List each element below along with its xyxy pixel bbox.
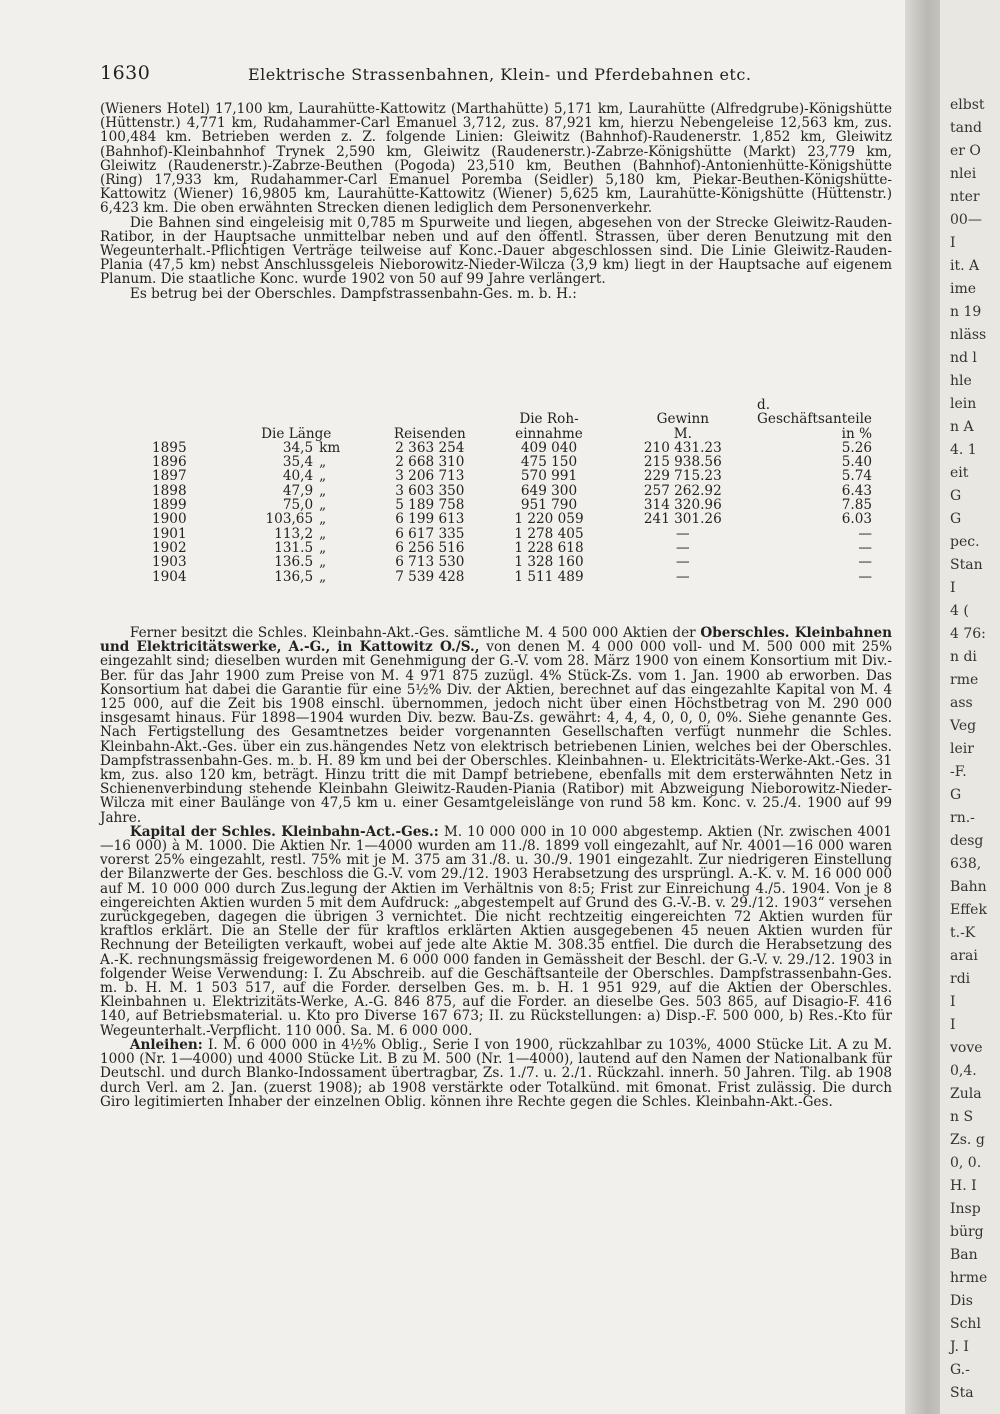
edge-fragment: eit bbox=[950, 465, 969, 481]
year-cell: 1895 bbox=[152, 439, 187, 456]
length-unit: „ bbox=[319, 554, 327, 571]
length-unit: „ bbox=[319, 568, 327, 585]
edge-fragment: 4 ( bbox=[950, 603, 969, 619]
stats-intro: Es betrug bei der Oberschles. Dampfstrassenbahn-Ges. m. b. H.: bbox=[129, 285, 577, 302]
upper-text-block bbox=[100, 102, 892, 301]
edge-fragment: G.- bbox=[950, 1362, 970, 1378]
edge-fragment: rdi bbox=[950, 971, 971, 987]
roheinnahme-cell: 475 150 bbox=[520, 454, 578, 471]
year-cell: 1899 bbox=[152, 497, 187, 514]
gewinn-cell: 215 938.56 bbox=[643, 454, 722, 471]
roheinnahme-cell: 649 300 bbox=[520, 482, 578, 499]
edge-fragment: elbst bbox=[950, 97, 985, 113]
edge-fragment: H. I bbox=[950, 1178, 977, 1194]
edge-fragment: 4 76: bbox=[950, 626, 986, 642]
reisende-cell: 6 617 335 bbox=[395, 525, 465, 542]
edge-fragment: n A bbox=[950, 419, 974, 435]
roheinnahme-cell: 951 790 bbox=[520, 497, 578, 514]
length-value: 136,5 bbox=[274, 568, 314, 585]
length-cell bbox=[241, 455, 370, 469]
edge-fragment: Stan bbox=[950, 557, 983, 573]
length-value: 103,65 bbox=[265, 511, 314, 528]
edge-fragment: hrme bbox=[950, 1270, 988, 1286]
edge-fragment: rme bbox=[950, 672, 979, 688]
reisende-cell: 3 603 350 bbox=[395, 482, 465, 499]
header-anteile-prefix: d. Geschäftsanteile bbox=[757, 397, 872, 428]
gewinn-cell: — bbox=[676, 568, 690, 585]
anleihen-paragraph bbox=[100, 1038, 892, 1109]
year-cell: 1901 bbox=[152, 525, 187, 542]
table-row bbox=[100, 570, 890, 584]
edge-fragment: lein bbox=[950, 396, 977, 412]
length-value: 113,2 bbox=[274, 525, 314, 542]
table-row bbox=[100, 484, 890, 498]
edge-fragment: ime bbox=[950, 281, 977, 297]
edge-fragment: it. A bbox=[950, 258, 980, 274]
gewinn-cell: — bbox=[676, 525, 690, 542]
header-roh-line1: Die Roh- bbox=[519, 411, 579, 428]
anteile-cell: 5.40 bbox=[841, 454, 872, 471]
year-cell: 1902 bbox=[152, 539, 187, 556]
edge-fragment: 4. 1 bbox=[950, 442, 977, 458]
edge-fragment: n S bbox=[950, 1109, 974, 1125]
header-anteile-line2: in % bbox=[841, 425, 872, 442]
gewinn-cell: 241 301.26 bbox=[643, 511, 722, 528]
edge-fragment: G bbox=[950, 511, 962, 527]
edge-fragment: Insp bbox=[950, 1201, 981, 1217]
anteile-cell: 5.26 bbox=[841, 439, 872, 456]
gewinn-cell: 314 320.96 bbox=[643, 497, 722, 514]
kapital-text: M. 10 000 000 in 10 000 abgestemp. Aktien (Nr. zwischen 4001—16 000) à M. 1000. Die Aktien Nr. 1—4000 wurden am 11./8. 1899 voll eingezahlt, auf Nr. 4001—16 000 waren vorerst 25% eingezahlt, restl. 75% mit je M. 375 am 31./8. u. 30./9. 1901 eingezahlt. Zur niedrigeren Einstellung der Bilanzwerte der Ges. beschloss die G.-V. vom 29./12. 1903 Herabsetzung des ursprüngl. A.-K. v. M. 16 000 000 auf M. 10 000 000 durch Zus.legung der Aktien im Verhältnis von 8:5; Frist zur Einreichung 4./5. 1904. Von je 8 eingereichten Aktien wurden 5 mit dem Aufdruck: „abgestempelt auf Grund des G.-V.-B. v. 29./12. 1903“ versehen zurückgegeben, dagegen die übrigen 3 vernichtet. Die nicht rechtzeitig eingereichten 72 Aktien wurden für kraftlos erklärt. Die an Stelle der für kraftlos erklärten Aktien ausgegebenen 45 neuen Aktien wurden für Rechnung der Beteiligten verkauft, wobei auf jede alte Aktie M. 308.35 entfiel. Die durch die Herabsetzung des A.-K. rechnungsmässig freigewordenen M. 6 000 000 fanden in Gemässheit der Beschl. der G.-V. v. 29./12. 1903 in folgender Weise Verwendung: I. Zu Abschreib. auf die Geschäftsanteile der Oberschles. Dampfstrassenbahn-Ges. m. b. H. M. 1 503 517, auf die Forder. derselben Ges. m. b. H. 1 951 929, auf die Aktien der Oberschles. Kleinbahnen u. Elektrizitäts-Werke, A.-G. 846 875, auf die Forder. an dieselbe Ges. 503 865, auf Disagio-F. 416 140, auf Betriebsmaterial. u. Kto pro Diverse 167 673; II. zu Rückstellungen: a) Disp.-F. 500 000, b) Res.-Kto für Wegeunterhalt.-Verpflicht. 110 000. Sa. M. 6 000 000. bbox=[100, 823, 892, 1039]
reisende-cell: 6 199 613 bbox=[395, 511, 465, 528]
roheinnahme-cell: 409 040 bbox=[520, 439, 578, 456]
year-cell: 1898 bbox=[152, 482, 187, 499]
roheinnahme-cell: 1 511 489 bbox=[514, 568, 584, 585]
lower-text-block bbox=[100, 626, 892, 1109]
bahnen-paragraph: Die Bahnen sind eingeleisig mit 0,785 m Spurweite und liegen, abgesehen von der Strecke Gleiwitz-Rauden-Ratibor, in der Hauptsache unmittelbar neben und auf den öffentl. Strassen, über deren Benutzung mit den Wegeunterhalt.-Pflichtigen Verträge teilweise auf Konc.-Dauer abgeschlossen sind. Die Linie Gleiwitz-Rauden-Plania (47,5 km) nebst Anschlussgeleis Nieborowitz-Nieder-Wilcza (3,9 km) liegt in der Hauptsache auf eigenem Planum. Die staatliche Konc. wurde 1902 von 50 auf 99 Jahre verlängert. bbox=[100, 214, 892, 288]
intro-paragraph: (Wieners Hotel) 17,100 km, Laurahütte-Kattowitz (Marthahütte) 5,171 km, Laurahütte (Alfredgrube)-Königshütte (Hüttenstr.) 4,771 km, Rudahammer-Carl Emanuel 3,712, zus. 87,921 km, hierzu Nebengeleise 12,563 km, zus. 100,484 km. Betrieben werden z. Z. folgende Linien: Gleiwitz (Bahnhof)-Raudenerstr. 1,852 km, Gleiwitz (Bahnhof)-Kleinbahnhof Trynek 2,590 km, Gleiwitz (Raudenerstr.)-Zabrze-Königshütte (Markt) 23,779 km, Gleiwitz (Raudenerstr.)-Zabrze-Beuthen (Pogoda) 23,510 km, Beuthen (Bahnhof)-Antonienhütte-Königshütte (Ring) 17,933 km, Rudahammer-Carl Emanuel Poremba (Seidler) 5,180 km, Piekar-Beuthen-Königshütte-Kattowitz (Wiener) 16,9805 km, Laurahütte-Kattowitz (Wiener) 5,625 km, Laurahütte-Königshütte (Hüttenstr.) 6,423 km. Die oben erwähnten Strecken dienen lediglich dem Personenverkehr. bbox=[100, 101, 892, 217]
length-value: 35,4 bbox=[282, 454, 314, 471]
anteile-cell: 6.03 bbox=[841, 511, 872, 528]
anteile-cell: — bbox=[858, 525, 872, 542]
header-laenge: Die Länge bbox=[261, 425, 332, 442]
company-name: Oberschles. Kleinbahnen und Elektricitätswerke, A.-G., in Kattowitz O./S., bbox=[100, 625, 892, 656]
length-cell bbox=[241, 570, 370, 584]
edge-fragment: Zula bbox=[950, 1086, 982, 1102]
edge-fragment: Bahn bbox=[950, 879, 987, 895]
roheinnahme-cell: 1 220 059 bbox=[514, 511, 584, 528]
kapital-label: Kapital der Schles. Kleinbahn-Act.-Ges.: bbox=[129, 823, 439, 840]
gewinn-cell: 257 262.92 bbox=[643, 482, 722, 499]
facing-page-edge bbox=[940, 0, 1000, 1414]
length-unit: „ bbox=[319, 468, 327, 485]
roheinnahme-cell: 1 328 160 bbox=[514, 554, 584, 571]
length-cell bbox=[241, 469, 370, 483]
table-row bbox=[100, 469, 890, 483]
edge-fragment: I bbox=[950, 994, 956, 1010]
length-unit: „ bbox=[319, 511, 327, 528]
anleihen-label: Anleihen: bbox=[129, 1036, 203, 1053]
year-cell: 1903 bbox=[152, 554, 187, 571]
header-roh-line2: einnahme bbox=[515, 425, 583, 442]
length-unit: „ bbox=[319, 454, 327, 471]
roheinnahme-cell: 570 991 bbox=[520, 468, 578, 485]
length-value: 131.5 bbox=[274, 539, 314, 556]
anteile-cell: — bbox=[858, 539, 872, 556]
edge-fragment: bürg bbox=[950, 1224, 984, 1240]
edge-fragment: 00— bbox=[950, 212, 982, 228]
edge-fragment: tand bbox=[950, 120, 982, 136]
length-cell bbox=[241, 512, 370, 526]
reisende-cell: 6 713 530 bbox=[395, 554, 465, 571]
table-row bbox=[100, 455, 890, 469]
anteile-cell: 7.85 bbox=[841, 497, 872, 514]
edge-fragment: Dis bbox=[950, 1293, 973, 1309]
edge-fragment: Effek bbox=[950, 902, 987, 918]
edge-fragment: G bbox=[950, 787, 962, 803]
gewinn-cell: 210 431.23 bbox=[643, 439, 722, 456]
edge-fragment: vove bbox=[950, 1040, 983, 1056]
edge-fragment: er O bbox=[950, 143, 981, 159]
ferner-text-before: Ferner besitzt die Schles. Kleinbahn-Akt.-Ges. sämtliche M. 4 500 000 Aktien der bbox=[129, 625, 701, 641]
anteile-cell: — bbox=[858, 554, 872, 571]
edge-fragment: I bbox=[950, 235, 956, 251]
edge-fragment: t.-K bbox=[950, 925, 976, 941]
anleihen-text: I. M. 6 000 000 in 4½% Oblig., Serie I von 1900, rückzahlbar zu 103%, 4000 Stücke Lit. A zu M. 1000 (Nr. 1—4000) und 4000 Stücke Lit. B zu M. 500 (Nr. 1—4000), lautend auf den Namen der Nationalbank für Deutschl. und durch Blanko-Indossament übertragbar, Zs. 1./7. u. 2./1. Rückzahl. innerh. 50 Jahren. Tilg. ab 1908 durch Verl. am 2. Jan. (zuerst 1908); ab 1908 verstärkte oder Totalkünd. mit 6monat. Frist zulässig. Die durch Giro legitimierten Inhaber der einzelnen Oblig. können ihre Rechte gegen die Schles. Kleinbahn-Akt.-Ges. bbox=[100, 1036, 892, 1110]
edge-fragment: I bbox=[950, 580, 956, 596]
edge-fragment: I bbox=[950, 1017, 956, 1033]
header-gewinn-line1: Gewinn bbox=[656, 411, 710, 428]
table-row bbox=[100, 555, 890, 569]
edge-fragment: nd l bbox=[950, 350, 977, 366]
edge-fragment: Zs. g bbox=[950, 1132, 985, 1148]
length-unit: „ bbox=[319, 482, 327, 499]
edge-fragment: ass bbox=[950, 695, 973, 711]
edge-fragment: J. I bbox=[950, 1339, 969, 1355]
edge-fragment: 0,4. bbox=[950, 1063, 977, 1079]
anteile-cell: — bbox=[858, 568, 872, 585]
roheinnahme-cell: 1 228 618 bbox=[514, 539, 584, 556]
reisende-cell: 3 206 713 bbox=[395, 468, 465, 485]
ferner-text-after: von denen M. 4 000 000 voll- und M. 500 000 mit 25% eingezahlt sind; dieselben wurden mit Genehmigung der G.-V. vom 28. März 1900 von einem Konsortium mit Div.-Ber. für das Jahr 1900 zum Preise von M. 4 971 875 zuzügl. 4% Stück-Zs. vom 1. Jan. 1900 ab erworben. Das Konsortium hat dabei die Garantie für eine 5½% Div. der Aktien, berechnet auf das eingezahlte Kapital von M. 4 125 000, auf die Zeit bis 1908 einschl. übernommen, jedoch nicht über einen Höchstbetrag von M. 290 000 insgesamt hinaus. Für 1898—1904 wurden Div. bezw. Bau-Zs. gewährt: 4, 4, 4, 0, 0, 0, 0%. Siehe genannte Ges. Nach Fertigstellung des Gesamtnetzes beider vorgenannten Gesellschaften verfügt nunmehr die Schles. Kleinbahn-Akt.-Ges. über ein zus.hängendes Netz von elektrisch betriebenen Linien, welches bei der Oberschles. Dampfstrassenbahn-Ges. m. b. H. 89 km und bei der Oberschles. Kleinbahnen- u. Elektricitäts-Werke-Akt.-Ges. 31 km, zus. also 120 km, beträgt. Hinzu tritt die mit Dampf betriebene, ebenfalls mit dem ersterwähnten Netz in Schienenverbindung stehende Kleinbahn Gleiwitz-Rauden-Piania (Ratibor) mit Abzweigung Nieborowitz-Nieder-Wilcza mit einer Baulänge von 47,5 km u. einer Gesamtgeleislänge von rund 58 km. Konc. v. 25./4. 1900 auf 99 Jahre. bbox=[100, 639, 892, 826]
running-title: Elektrische Strassenbahnen, Klein- und Pferdebahnen etc. bbox=[248, 65, 752, 84]
edge-fragment: nläss bbox=[950, 327, 987, 343]
reisende-cell: 2 363 254 bbox=[395, 439, 465, 456]
edge-fragment: pec. bbox=[950, 534, 980, 550]
header-gewinn-line2: M. bbox=[673, 425, 692, 442]
edge-fragment: nlei bbox=[950, 166, 977, 182]
edge-fragment: rn.- bbox=[950, 810, 975, 826]
edge-fragment: Sta bbox=[950, 1385, 974, 1401]
gewinn-cell: 229 715.23 bbox=[643, 468, 722, 485]
table-row bbox=[100, 512, 890, 526]
edge-fragment: hle bbox=[950, 373, 972, 389]
length-cell bbox=[241, 498, 370, 512]
statistics-table bbox=[100, 398, 890, 584]
length-value: 34,5 bbox=[282, 439, 314, 456]
reisende-cell: 5 189 758 bbox=[395, 497, 465, 514]
ferner-paragraph bbox=[100, 626, 892, 825]
table-row bbox=[100, 541, 890, 555]
page-number: 1630 bbox=[100, 62, 151, 84]
edge-fragment: Ban bbox=[950, 1247, 978, 1263]
year-cell: 1896 bbox=[152, 454, 187, 471]
edge-fragment: nter bbox=[950, 189, 980, 205]
gewinn-cell: — bbox=[676, 539, 690, 556]
length-cell bbox=[241, 484, 370, 498]
edge-fragment: -F. bbox=[950, 764, 967, 780]
header-reisende: Reisenden bbox=[393, 425, 466, 442]
year-cell: 1904 bbox=[152, 568, 187, 585]
edge-fragment: leir bbox=[950, 741, 974, 757]
length-cell bbox=[241, 555, 370, 569]
year-cell: 1900 bbox=[152, 511, 187, 528]
edge-fragment: 0, 0. bbox=[950, 1155, 982, 1171]
length-value: 136.5 bbox=[274, 554, 314, 571]
length-cell bbox=[241, 527, 370, 541]
year-cell: 1897 bbox=[152, 468, 187, 485]
edge-fragment: n di bbox=[950, 649, 977, 665]
edge-fragment: desg bbox=[950, 833, 984, 849]
length-unit: km bbox=[319, 439, 341, 456]
anteile-cell: 6.43 bbox=[841, 482, 872, 499]
gewinn-cell: — bbox=[676, 554, 690, 571]
table-row bbox=[100, 498, 890, 512]
anteile-cell: 5.74 bbox=[841, 468, 872, 485]
length-unit: „ bbox=[319, 539, 327, 556]
edge-fragment: arai bbox=[950, 948, 978, 964]
length-value: 47,9 bbox=[282, 482, 314, 499]
running-header bbox=[100, 62, 890, 92]
table-row bbox=[100, 441, 890, 455]
edge-fragment: Schl bbox=[950, 1316, 981, 1332]
length-unit: „ bbox=[319, 497, 327, 514]
table-row bbox=[100, 527, 890, 541]
kapital-paragraph bbox=[100, 825, 892, 1038]
reisende-cell: 6 256 516 bbox=[395, 539, 465, 556]
length-value: 40,4 bbox=[282, 468, 314, 485]
roheinnahme-cell: 1 278 405 bbox=[514, 525, 584, 542]
edge-fragment: n 19 bbox=[950, 304, 982, 320]
edge-fragment: 638, bbox=[950, 856, 982, 872]
length-cell bbox=[241, 441, 370, 455]
reisende-cell: 2 668 310 bbox=[395, 454, 465, 471]
reisende-cell: 7 539 428 bbox=[395, 568, 465, 585]
edge-fragment: Veg bbox=[950, 718, 977, 734]
length-value: 75,0 bbox=[282, 497, 314, 514]
edge-fragment: G bbox=[950, 488, 962, 504]
length-unit: „ bbox=[319, 525, 327, 542]
length-cell bbox=[241, 541, 370, 555]
